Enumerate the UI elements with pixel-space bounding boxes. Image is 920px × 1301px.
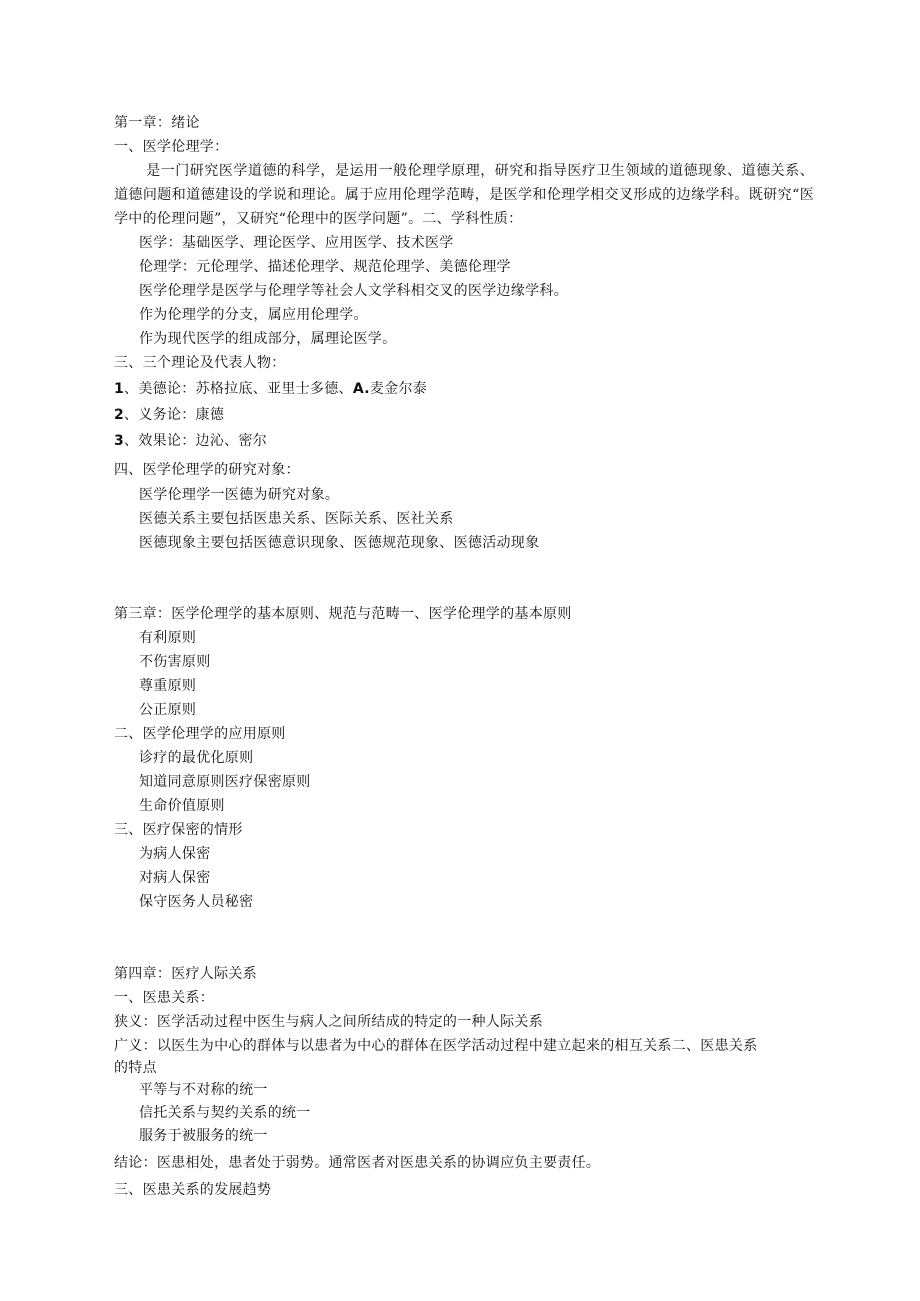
chapter4-title: 第四章：医疗人际关系 (114, 966, 257, 982)
theory-number: 3 (114, 433, 125, 449)
theory-text: 、义务论：康德 (124, 407, 225, 423)
chapter3-title: 第三章：医学伦理学的基本原则、规范与范畴一、医学伦理学的基本原则 (114, 606, 572, 622)
chapter1-section1-heading: 一、医学伦理学： (114, 139, 229, 155)
feature-item: 平等与不对称的统一 (139, 1082, 268, 1098)
theory-text: 、效果论：边沁、密尔 (124, 433, 268, 449)
feature-item: 信托关系与契约关系的统一 (139, 1105, 311, 1121)
narrow-definition: 狭义：医学活动过程中医生与病人之间所结成的特定的一种人际关系 (114, 1014, 543, 1030)
confidentiality-item: 保守医务人员秘密 (139, 894, 254, 910)
theory-number: 2 (114, 407, 125, 423)
object-item: 医德关系主要包括医患关系、医际关系、医社关系 (139, 511, 454, 527)
chapter4-section1-heading: 一、医患关系： (114, 990, 215, 1006)
basic-principle-item: 有利原则 (139, 630, 197, 646)
chapter3-section3-heading: 三、医疗保密的情形 (114, 822, 243, 838)
confidentiality-item: 为病人保密 (139, 846, 211, 862)
theory-initial: A. (352, 381, 370, 397)
basic-principle-item: 不伤害原则 (139, 654, 211, 670)
confidentiality-item: 对病人保密 (139, 870, 211, 886)
theory-tail: 麦金尔泰 (369, 381, 428, 397)
theory-item (114, 431, 267, 451)
theory-item (114, 379, 427, 399)
definition-text: 是一门研究医学道德的科学，是运用一般伦理学原理，研究和指导医疗卫生领域的道德现象、道德关系、道德问题和道德建设的学说和理论。属于应用伦理学范畴，是医学和伦理学相交叉形成的边缘学科。既研究“医学中的伦理问题”，又研究“伦理中的医学问题”。二、学科性质： (114, 163, 814, 227)
applied-principle-item: 生命价值原则 (139, 798, 225, 814)
applied-principle-item: 知道同意原则医疗保密原则 (139, 774, 311, 790)
chapter1-section3-heading: 三、三个理论及代表人物： (114, 355, 286, 371)
nature-item: 医学伦理学是医学与伦理学等社会人文学科相交叉的医学边缘学科。 (139, 283, 568, 299)
broad-definition-line1: 广义：以医生为中心的群体与以患者为中心的群体在医学活动过程中建立起来的相互关系二、医患关系 (114, 1038, 758, 1054)
basic-principle-item: 公正原则 (139, 702, 197, 718)
chapter3-section2-heading: 二、医学伦理学的应用原则 (114, 726, 286, 742)
broad-definition-line2: 的特点 (114, 1060, 157, 1076)
nature-item: 医学：基础医学、理论医学、应用医学、技术医学 (139, 235, 454, 251)
nature-item: 作为现代医学的组成部分，属理论医学。 (139, 331, 397, 347)
object-item: 医学伦理学一医德为研究对象。 (139, 487, 340, 503)
theory-number: 1 (114, 381, 125, 397)
chapter1-section4-heading: 四、医学伦理学的研究对象： (114, 462, 300, 478)
nature-item: 作为伦理学的分支，属应用伦理学。 (139, 307, 368, 323)
theory-text: 、美德论：苏格拉底、亚里士多德、 (124, 381, 353, 397)
theory-item (114, 405, 224, 425)
conclusion: 结论：医患相处，患者处于弱势。通常医者对医患关系的协调应负主要责任。 (114, 1155, 601, 1171)
chapter4-section3-heading: 三、医患关系的发展趋势 (114, 1182, 272, 1198)
nature-item: 伦理学：元伦理学、描述伦理学、规范伦理学、美德伦理学 (139, 259, 511, 275)
basic-principle-item: 尊重原则 (139, 678, 197, 694)
chapter1-title: 第一章：绪论 (114, 115, 200, 131)
applied-principle-item: 诊疗的最优化原则 (139, 750, 254, 766)
object-item: 医德现象主要包括医德意识现象、医德规范现象、医德活动现象 (139, 535, 540, 551)
chapter1-definition-paragraph (114, 159, 814, 231)
feature-item: 服务于被服务的统一 (139, 1128, 268, 1144)
